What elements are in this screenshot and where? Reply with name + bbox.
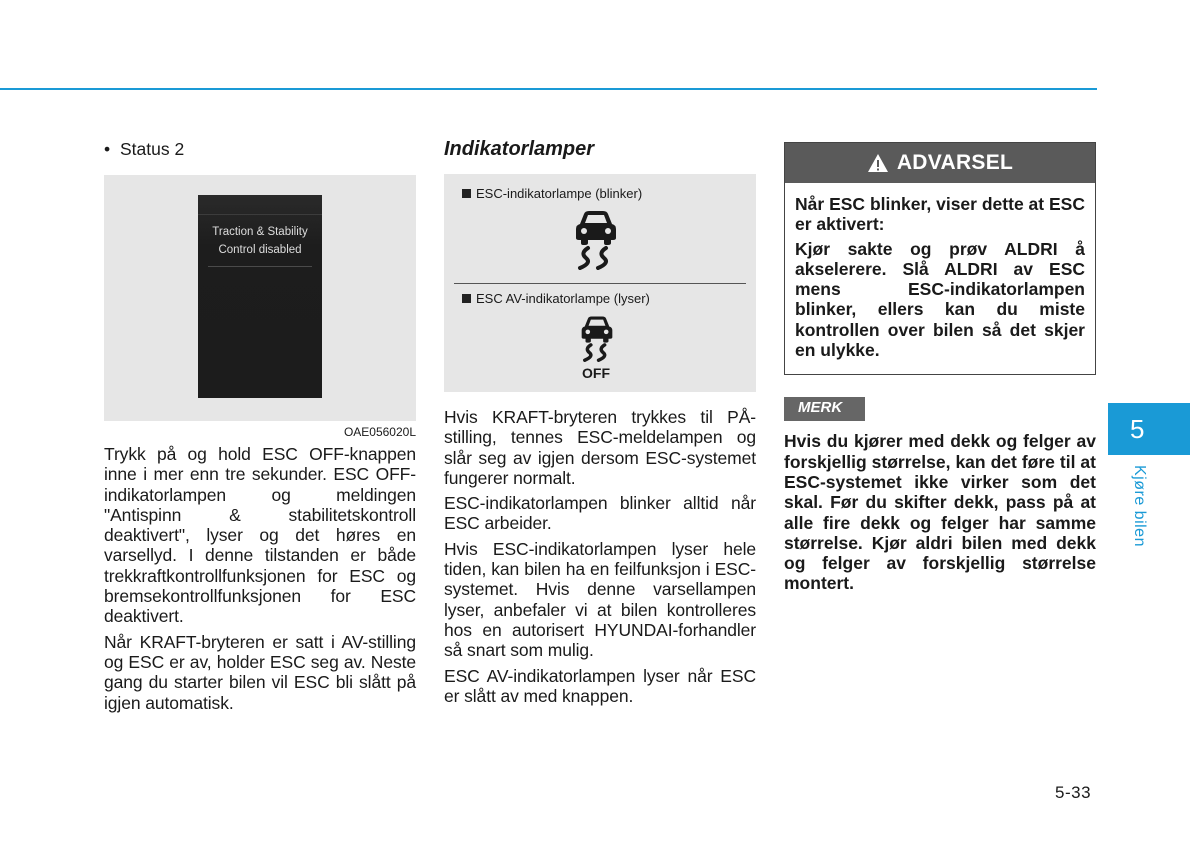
screen-message-line1: Traction & Stability: [212, 226, 308, 238]
warning-header: [785, 143, 1095, 183]
warning-title: ADVARSEL: [896, 151, 1014, 174]
screen-message: [198, 223, 322, 259]
indicator-label-lit: [462, 291, 650, 306]
page-number: 5-33: [1055, 783, 1092, 802]
warning-body: [785, 183, 1095, 374]
figure-code: OAE056020L: [343, 425, 416, 439]
screen-top-bar: [198, 195, 322, 215]
note-text: Hvis du kjører med dekk og felger av forskjellig størrelse, kan det føre til at ESC-systemet ikke virker som det skal. Før du skifter dekk, pass på at alle fire dekk og felger har samme størrelse. Kjør aldri bilen med dekk og felger av forskjellig størrelse montert.: [784, 431, 1096, 594]
column-right: [784, 142, 1096, 594]
section-title: Indikatorlamper: [444, 138, 595, 160]
column-middle: [444, 136, 756, 711]
chapter-number-tab: 5: [1108, 403, 1190, 455]
status-bullet: [104, 136, 416, 162]
indicator-lamps-figure: [444, 174, 756, 392]
off-label: OFF: [582, 365, 610, 381]
indicator-label-blinking: [462, 186, 642, 201]
note-tag: MERK: [784, 397, 865, 421]
paragraph: ESC AV-indikatorlampen lyser når ESC er slått av med knappen.: [444, 665, 756, 706]
chapter-title: Kjøre bilen: [1131, 465, 1148, 547]
cluster-display-figure: [104, 175, 416, 421]
paragraph: Hvis KRAFT-bryteren trykkes til PÅ-stilling, tennes ESC-meldelampen og slår seg av igjen dersom ESC-systemet fungerer normalt.: [444, 407, 756, 488]
esc-skid-car-icon: [566, 208, 626, 270]
cluster-screen: [198, 195, 322, 398]
screen-divider: [208, 266, 312, 267]
square-bullet-icon: [462, 189, 471, 198]
bullet-dot: •: [104, 139, 111, 159]
indicator-label-text: ESC-indikatorlampe (blinker): [476, 186, 643, 201]
square-bullet-icon: [462, 294, 471, 303]
header-rule: [0, 88, 1097, 90]
paragraph: Hvis ESC-indikatorlampen lyser hele tiden, kan bilen ha en feilfunksjon i ESC-systemet. Hvis denne varsellampen lyser, anbefaler vi at bilen kontrolleres hos en autorisert HYUNDAI-forhandler så snart som mulig.: [444, 538, 756, 661]
screen-message-line2: Control disabled: [218, 244, 302, 256]
indicator-label-text: ESC AV-indikatorlampe (lyser): [476, 291, 650, 306]
paragraph: Når KRAFT-bryteren er satt i AV-stilling og ESC er av, holder ESC seg av. Neste gang du starter bilen vil ESC bli slått på igjen automatisk.: [104, 631, 416, 713]
paragraph: ESC-indikatorlampen blinker alltid når ESC arbeider.: [444, 493, 756, 534]
warning-paragraph: Kjør sakte og prøv ALDRI å akselerere. Slå ALDRI av ESC mens ESC-indikatorlampen blinker, ellers kan du miste kontrollen over bilen så det skjer en ulykke.: [795, 238, 1085, 361]
warning-box: [784, 142, 1096, 375]
esc-off-car-icon: [574, 314, 620, 362]
paragraph: Trykk på og hold ESC OFF-knappen inne i mer enn tre sekunder. ESC OFF-indikatorlampen og meldingen "Antispinn & stabilitetskontroll deaktivert", lyser og det høres en varsellyd. I denne tilstanden er både trekkraftkontrollfunksjonen for ESC og bremsekontrollfunksjonen for ESC deaktivert.: [104, 444, 416, 627]
warning-paragraph: Når ESC blinker, viser dette at ESC er aktivert:: [795, 194, 1085, 235]
warning-triangle-icon: [867, 153, 889, 173]
column-left: [104, 136, 416, 718]
figure-divider: [454, 283, 746, 284]
status-label: Status 2: [120, 139, 185, 159]
